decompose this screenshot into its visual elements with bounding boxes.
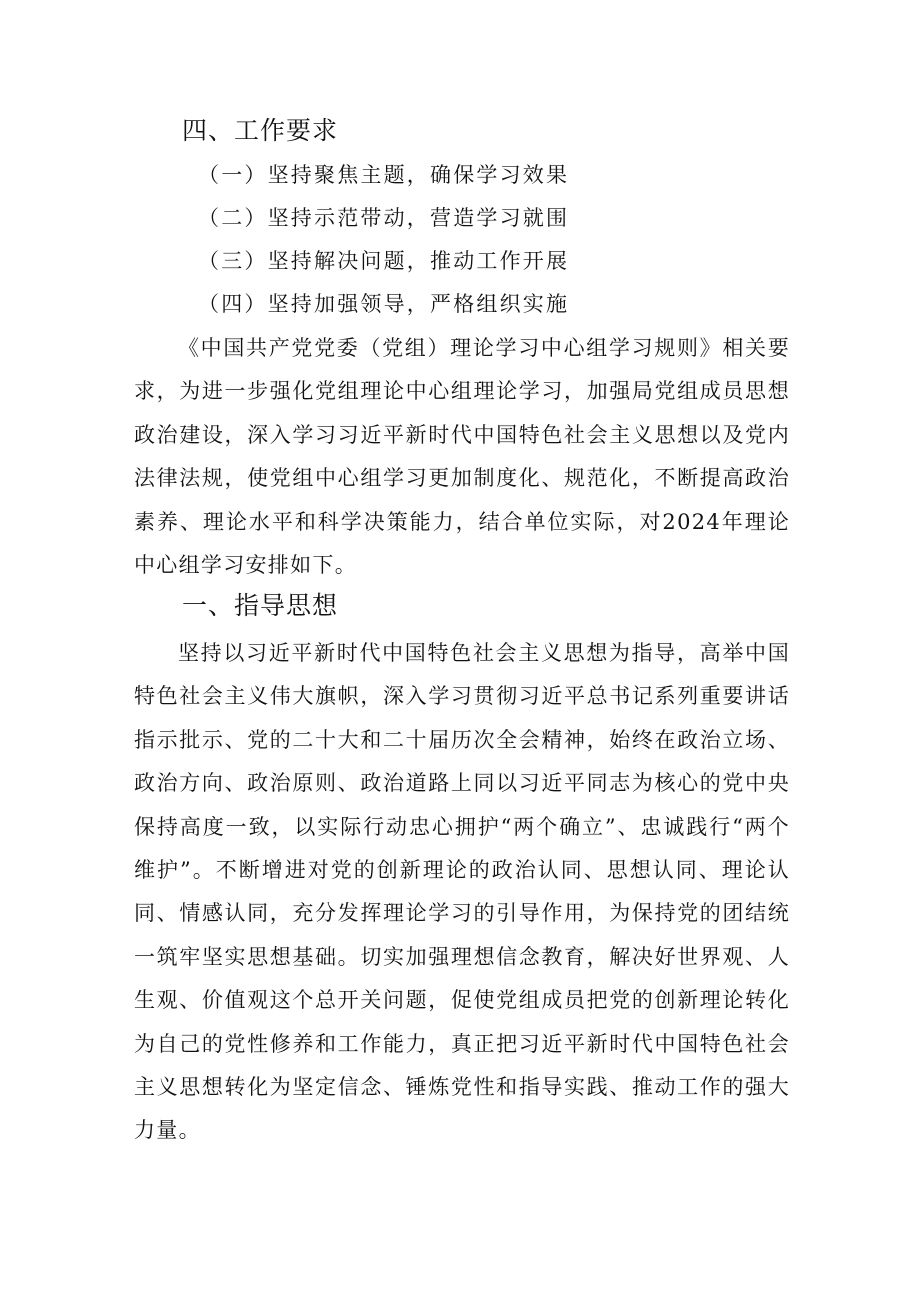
section-heading-work-requirements: 四、工作要求 (182, 116, 339, 145)
guiding-thought-paragraph: 坚持以习近平新时代中国特色社会主义思想为指导，高举中国特色社会主义伟大旗帜，深入学习贯彻习近平总书记系列重要讲话指示批示、党的二十大和二十届历次全会精神，始终在政治立场、政治方向、政治原则、政治道路上同以习近平同志为核心的党中央保持高度一致，以实际行动忠心拥护“两个确立”、忠诚践行“两个维护”。不断增进对党的创新理论的政治认同、思想认同、理论认同、情感认同，充分发挥理论学习的引导作用，为保持党的团结统一筑牢坚实思想基础。切实加强理想信念教育，解决好世界观、人生观、价值观这个总开关问题，促使党组成员把党的创新理论转化为自己的党性修养和工作能力，真正把习近平新时代中国特色社会主义思想转化为坚定信念、锤炼党性和指导实践、推动工作的强大力量。 (134, 641, 790, 1143)
requirement-item-2: （二）坚持示范带动，营造学习就围 (198, 206, 570, 230)
intro-paragraph: 《中国共产党党委（党组）理论学习中心组学习规则》相关要求，为进一步强化党组理论中心组理论学习，加强局党组成员思想政治建设，深入学习习近平新时代中国特色社会主义思想以及党内法律法规，使党组中心组学习更加制度化、规范化，不断提高政治素养、理论水平和科学决策能力，结合单位实际，对2024年理论中心组学习安排如下。 (134, 336, 790, 578)
requirement-item-1: （一）坚持聚焦主题，确保学习效果 (198, 163, 570, 187)
section-heading-guiding-thought: 一、指导思想 (182, 591, 339, 620)
requirement-item-4: （四）坚持加强领导，严格组织实施 (198, 292, 570, 316)
requirement-item-3: （三）坚持解决问题，推动工作开展 (198, 249, 570, 273)
